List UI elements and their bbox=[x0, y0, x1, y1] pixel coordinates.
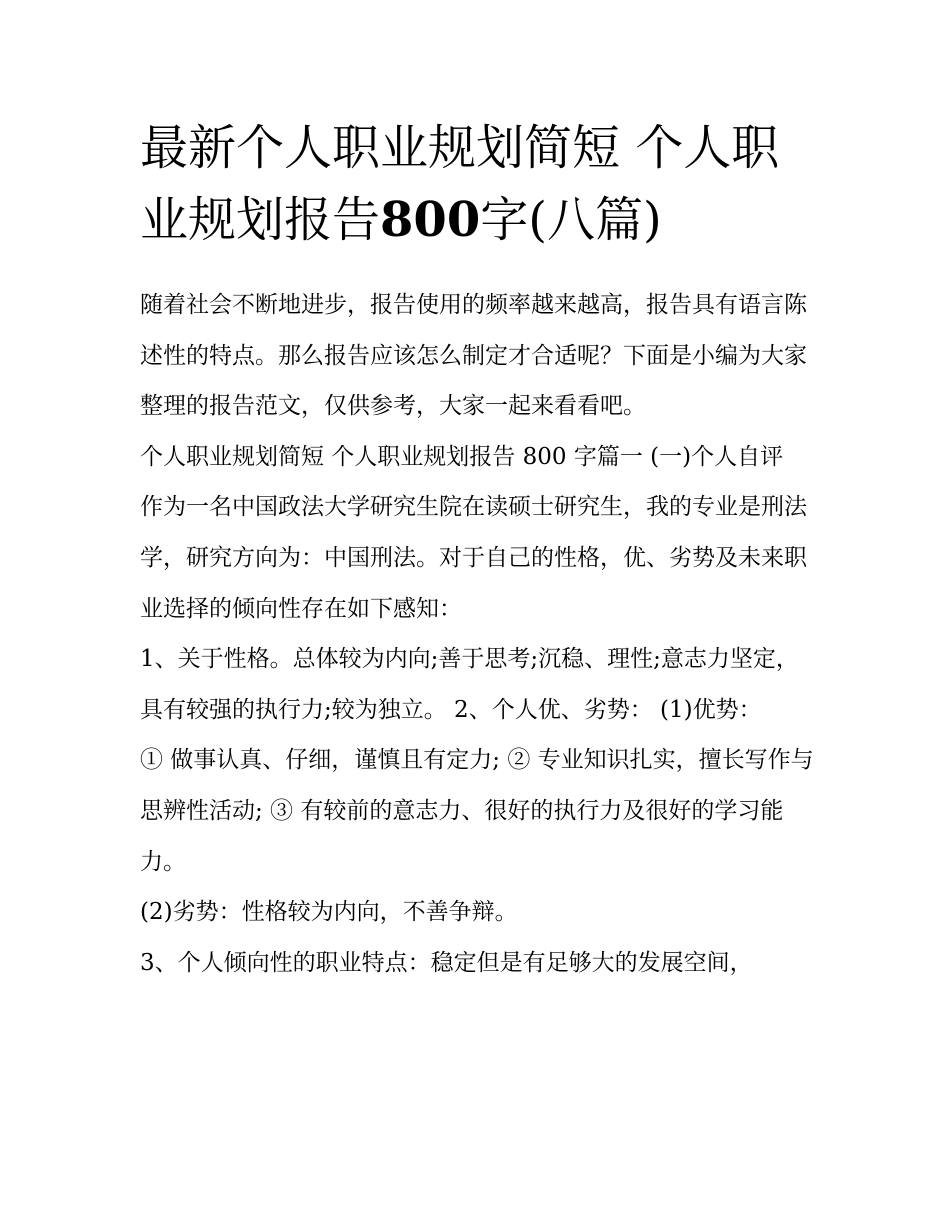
title-text-part1: 最新个人职业规划简短 个人职业规划报告 bbox=[140, 120, 780, 248]
document-body bbox=[140, 280, 820, 988]
title-text-part2: 字(八篇) bbox=[480, 192, 662, 248]
paragraph-self-intro: 作为一名中国政法大学研究生院在读硕士研究生，我的专业是刑法学，研究方向为：中国刑法。对于自己的性格，优、劣势及未来职业选择的倾向性存在如下感知： bbox=[140, 494, 807, 622]
paragraph-strengths: ① 做事认真、仔细，谨慎且有定力; ② 专业知识扎实，擅长写作与思辨性活动; ③ 有较前的意志力、很好的执行力及很好的学习能力。 bbox=[140, 747, 814, 875]
paragraph-personality: 1、关于性格。总体较为内向;善于思考;沉稳、理性;意志力坚定，具有较强的执行力;较为独立。 2、个人优、劣势： (1)优势： bbox=[140, 646, 799, 723]
paragraph-career-traits: 3、个人倾向性的职业特点：稳定但是有足够大的发展空间， bbox=[140, 949, 753, 976]
paragraph-section-heading: 个人职业规划简短 个人职业规划报告 800 字篇一 (一)个人自评 bbox=[140, 443, 784, 470]
title-number: 800 bbox=[380, 192, 481, 248]
paragraph-intro: 随着社会不断地进步，报告使用的频率越来越高，报告具有语言陈述性的特点。那么报告应该怎么制定才合适呢？下面是小编为大家整理的报告范文，仅供参考，大家一起来看看吧。 bbox=[140, 292, 807, 420]
paragraph-weaknesses: (2)劣势：性格较为内向，不善争辩。 bbox=[140, 899, 518, 926]
document-title bbox=[140, 112, 820, 256]
